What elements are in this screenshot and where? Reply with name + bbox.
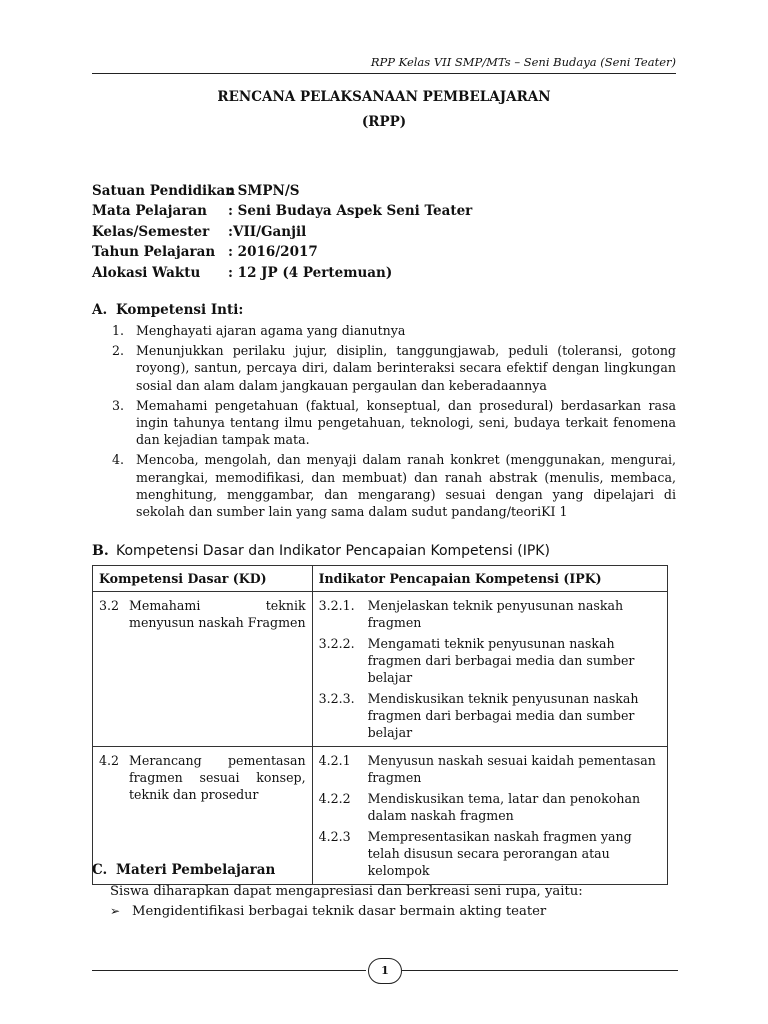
ipk-number: 3.2.3. (318, 691, 355, 706)
identity-value: : SMPN/S (228, 183, 300, 199)
identity-label: Satuan Pendidikan (92, 183, 236, 199)
section-a-heading (92, 302, 243, 318)
section-c-heading (92, 862, 275, 878)
identity-row (92, 183, 472, 203)
identity-label: Tahun Pelajaran (92, 244, 216, 261)
kd-number: 4.2 (99, 753, 120, 768)
ipk-number: 3.2.2. (318, 636, 355, 651)
section-letter: B. (92, 543, 109, 559)
identity-block (92, 183, 472, 285)
materi-intro: Siswa diharapkan dapat mengapresiasi dan berkreasi seni rupa, yaitu: (110, 884, 583, 899)
section-title: Kompetensi Dasar dan Indikator Pencapaian Kompetensi (IPK) (116, 543, 550, 559)
table-header-row (93, 566, 668, 592)
ipk-text: Menjelaskan teknik penyusunan naskah fragmen (367, 598, 624, 630)
ipk-cell (312, 592, 667, 747)
list-number: 1. (112, 323, 125, 338)
identity-row (92, 224, 472, 244)
ipk-cell (312, 747, 667, 885)
list-number: 2. (112, 343, 125, 359)
ipk-text: Mendiskusikan teknik penyusunan naskah fragmen dari berbagai media dan sumber belajar (367, 691, 639, 740)
identity-value: : 12 JP (4 Pertemuan) (228, 264, 393, 281)
kompetensi-inti-list (112, 322, 676, 523)
ipk-item (319, 597, 661, 631)
ipk-item (319, 828, 661, 879)
identity-label: Kelas/Semester (92, 223, 210, 240)
ipk-text: Mengamati teknik penyusunan naskah fragmen dari berbagai media dan sumber belajar (367, 636, 635, 685)
ipk-number: 4.2.1 (318, 753, 351, 768)
ipk-number: 4.2.3 (318, 829, 351, 844)
section-letter: A. (92, 302, 108, 318)
identity-value: : Seni Budaya Aspek Seni Teater (228, 203, 473, 220)
table-header-cell: Kompetensi Dasar (KD) (93, 566, 313, 592)
document-title: RENCANA PELAKSANAAN PEMBELAJARAN (217, 89, 551, 105)
ipk-item (319, 635, 661, 686)
identity-row (92, 244, 472, 264)
table-row (93, 592, 668, 747)
ipk-item (319, 752, 661, 786)
footer-rule-left (92, 970, 366, 971)
identity-row (92, 203, 472, 223)
list-item (112, 322, 676, 339)
list-text: Menunjukkan perilaku jujur, disiplin, tanggungjawab, peduli (toleransi, gotong royong), santun, percaya diri, dalam berinteraksi secara efektif dengan lingkungan sosial dan alam dalam jangkauan pergaulan dan keberadaannya (136, 343, 676, 393)
kd-cell (93, 592, 313, 747)
document-subtitle: (RPP) (361, 114, 407, 130)
section-letter: C. (92, 862, 108, 878)
list-item (112, 397, 676, 449)
ipk-text: Mempresentasikan naskah fragmen yang telah disusun secara perorangan atau kelompok (367, 829, 632, 878)
section-b-heading (92, 543, 550, 559)
list-text: Menghayati ajaran agama yang dianutnya (136, 323, 406, 338)
kd-ipk-table (92, 565, 668, 885)
identity-value: :VII/Ganjil (228, 223, 307, 240)
identity-row (92, 265, 472, 285)
section-title: Materi Pembelajaran (116, 862, 276, 878)
ipk-item (319, 790, 661, 824)
list-item (112, 342, 676, 394)
page-number: 1 (368, 958, 402, 984)
list-number: 3. (112, 397, 125, 413)
list-text: Mencoba, mengolah, dan menyaji dalam ranah konkret (menggunakan, mengurai, merangkai, memodifikasi, dan membuat) dan ranah abstrak (menulis, membaca, menghitung, menggambar, dan mengarang) sesuai dengan yang dipelajari di sekolah dan sumber lain yang sama dalam sudut pandang/teoriKI 1 (136, 452, 676, 520)
list-item (112, 451, 676, 520)
ipk-text: Mendiskusikan tema, latar dan penokohan dalam naskah fragmen (367, 791, 641, 823)
kd-text: Merancang pementasan fragmen sesuai konsep, teknik dan prosedur (129, 753, 306, 802)
table-header-cell: Indikator Pencapaian Kompetensi (IPK) (312, 566, 667, 592)
list-text: Memahami pengetahuan (faktual, konseptual, dan prosedural) berdasarkan rasa ingin tahunya tentang ilmu pengetahuan, teknologi, seni, budaya terkait fenomena dan kejadian tampak mata. (136, 397, 676, 448)
identity-label: Alokasi Waktu (92, 264, 201, 281)
kd-number: 3.2 (99, 598, 120, 613)
list-text: Mengidentifikasi berbagai teknik dasar bermain akting teater (132, 904, 547, 919)
running-header: RPP Kelas VII SMP/MTs – Seni Budaya (Seni Teater) (370, 55, 676, 69)
arrow-bullet-icon: ➢ (110, 904, 121, 918)
ipk-number: 3.2.1. (318, 598, 355, 613)
header-rule (92, 73, 676, 74)
ipk-number: 4.2.2 (318, 791, 351, 806)
section-title: Kompetensi Inti: (116, 302, 244, 318)
identity-label: Mata Pelajaran (92, 203, 207, 220)
list-number: 4. (112, 452, 125, 468)
kd-text: Memahami teknik menyusun naskah Fragmen (129, 598, 306, 630)
identity-value: : 2016/2017 (228, 244, 318, 261)
footer-rule-right (402, 970, 678, 971)
list-item (110, 904, 546, 919)
ipk-text: Menyusun naskah sesuai kaidah pementasan fragmen (367, 753, 656, 785)
ipk-item (319, 690, 661, 741)
